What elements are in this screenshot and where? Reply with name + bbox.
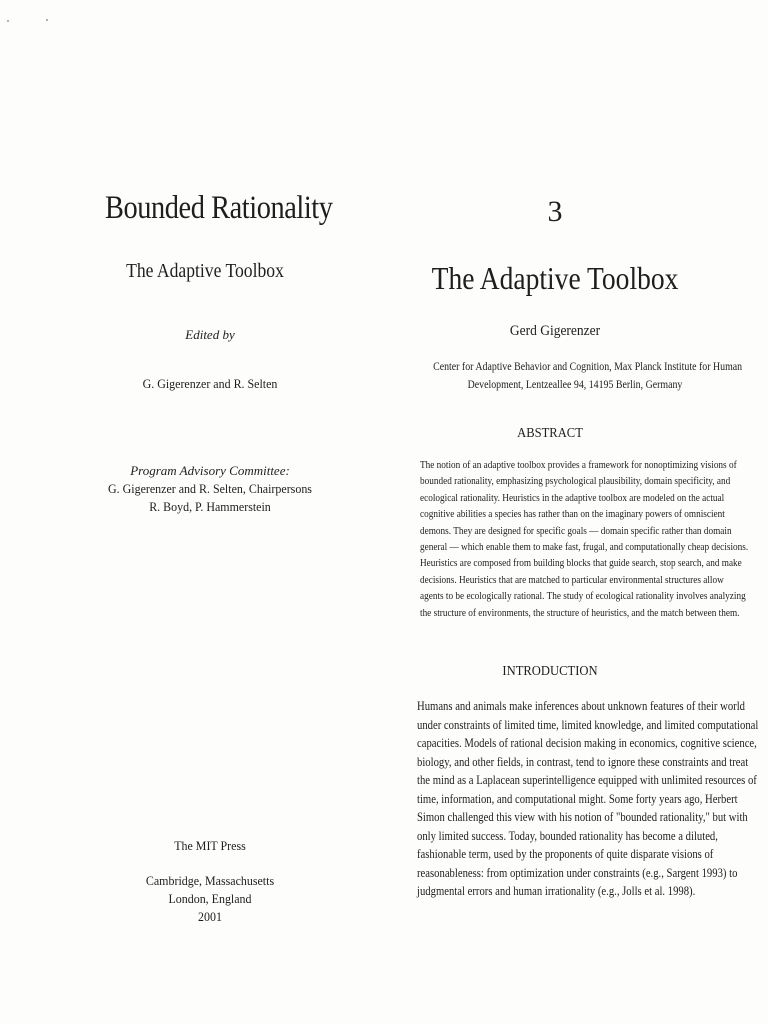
abstract-line: The notion of an adaptive toolbox provides a framework for nonoptimizing visions of <box>420 459 737 471</box>
committee-line: G. Gigerenzer and R. Selten, Chairpersons <box>108 481 312 496</box>
edited-by-label: Edited by <box>185 327 235 342</box>
abstract-line: cognitive abilities a species has rather than on the imaginary powers of omniscient <box>420 508 725 521</box>
publisher: The MIT Press <box>174 838 246 853</box>
publication-year: 2001 <box>198 909 222 924</box>
abstract-heading: ABSTRACT <box>517 426 583 441</box>
intro-line: under constraints of limited time, limited knowledge, and limited computational <box>417 716 759 732</box>
intro-line: fashionable term, used by the proponents of quite disparate visions of <box>417 846 714 861</box>
committee-line: R. Boyd, P. Hammerstein <box>149 499 271 514</box>
scan-speck <box>7 20 9 22</box>
introduction-heading: INTRODUCTION <box>502 664 598 679</box>
introduction-body <box>417 697 758 901</box>
intro-line: Humans and animals make inferences about unknown features of their world <box>417 698 745 713</box>
abstract-line: agents to be ecologically rational. The study of ecological rationality involves analyzing <box>420 590 746 603</box>
affiliation-line: Center for Adaptive Behavior and Cognition, Max Planck Institute for Human <box>433 361 743 373</box>
chapter-number: 3 <box>547 195 563 228</box>
abstract-line: bounded rationality, emphasizing psychological plausibility, domain specificity, and <box>420 475 731 488</box>
author: Gerd Gigerenzer <box>509 323 601 339</box>
abstract-line: demons. They are designed for specific goals — domain specific rather than domain <box>420 524 732 537</box>
editors: G. Gigerenzer and R. Selten <box>142 376 278 391</box>
right-page <box>400 0 768 1024</box>
abstract-line: general — which enable them to make fast, frugal, and computationally cheap decisions. <box>420 541 749 554</box>
intro-line: Simon challenged this view with his notion of "bounded rationality," but with <box>417 809 748 824</box>
intro-line: the mind as a Laplacean superintelligence equipped with unlimited resources of <box>417 772 757 787</box>
abstract-line: decisions. Heuristics that are matched to particular environmental structures allow <box>420 573 724 586</box>
abstract-line: Heuristics are composed from building blocks that guide search, stop search, and make <box>420 557 742 570</box>
intro-line: reasonableness: from optimization under constraints (e.g., Sargent 1993) to <box>417 864 738 880</box>
committee-label: Program Advisory Committee: <box>130 463 290 478</box>
intro-line: judgmental errors and human irrationality (e.g., Jolls et al. 1998). <box>417 883 696 898</box>
abstract-line: the structure of environments, the structure of heuristics, and the match between them. <box>420 606 740 619</box>
affiliation-line: Development, Lentzeallee 94, 14195 Berlin, Germany <box>467 379 683 391</box>
intro-line: capacities. Models of rational decision making in economics, cognitive science, <box>417 735 757 750</box>
book-title: Bounded Rationality <box>105 190 333 226</box>
book-subtitle: The Adaptive Toolbox <box>126 260 284 282</box>
publication-place: Cambridge, Massachusetts <box>145 873 275 888</box>
intro-line: time, information, and computational might. Some forty years ago, Herbert <box>417 790 738 806</box>
intro-line: only limited success. Today, bounded rationality has become a diluted, <box>417 827 718 843</box>
scan-speck <box>46 19 48 21</box>
affiliation <box>433 358 743 394</box>
intro-line: biology, and other fields, in contrast, tend to ignore these constraints and treat <box>417 753 749 769</box>
publication-place: London, England <box>168 891 252 906</box>
abstract-line: ecological rationality. Heuristics in the adaptive toolbox are modeled on the actual <box>420 491 725 504</box>
abstract-body <box>420 457 749 621</box>
chapter-title: The Adaptive Toolbox <box>431 260 679 296</box>
